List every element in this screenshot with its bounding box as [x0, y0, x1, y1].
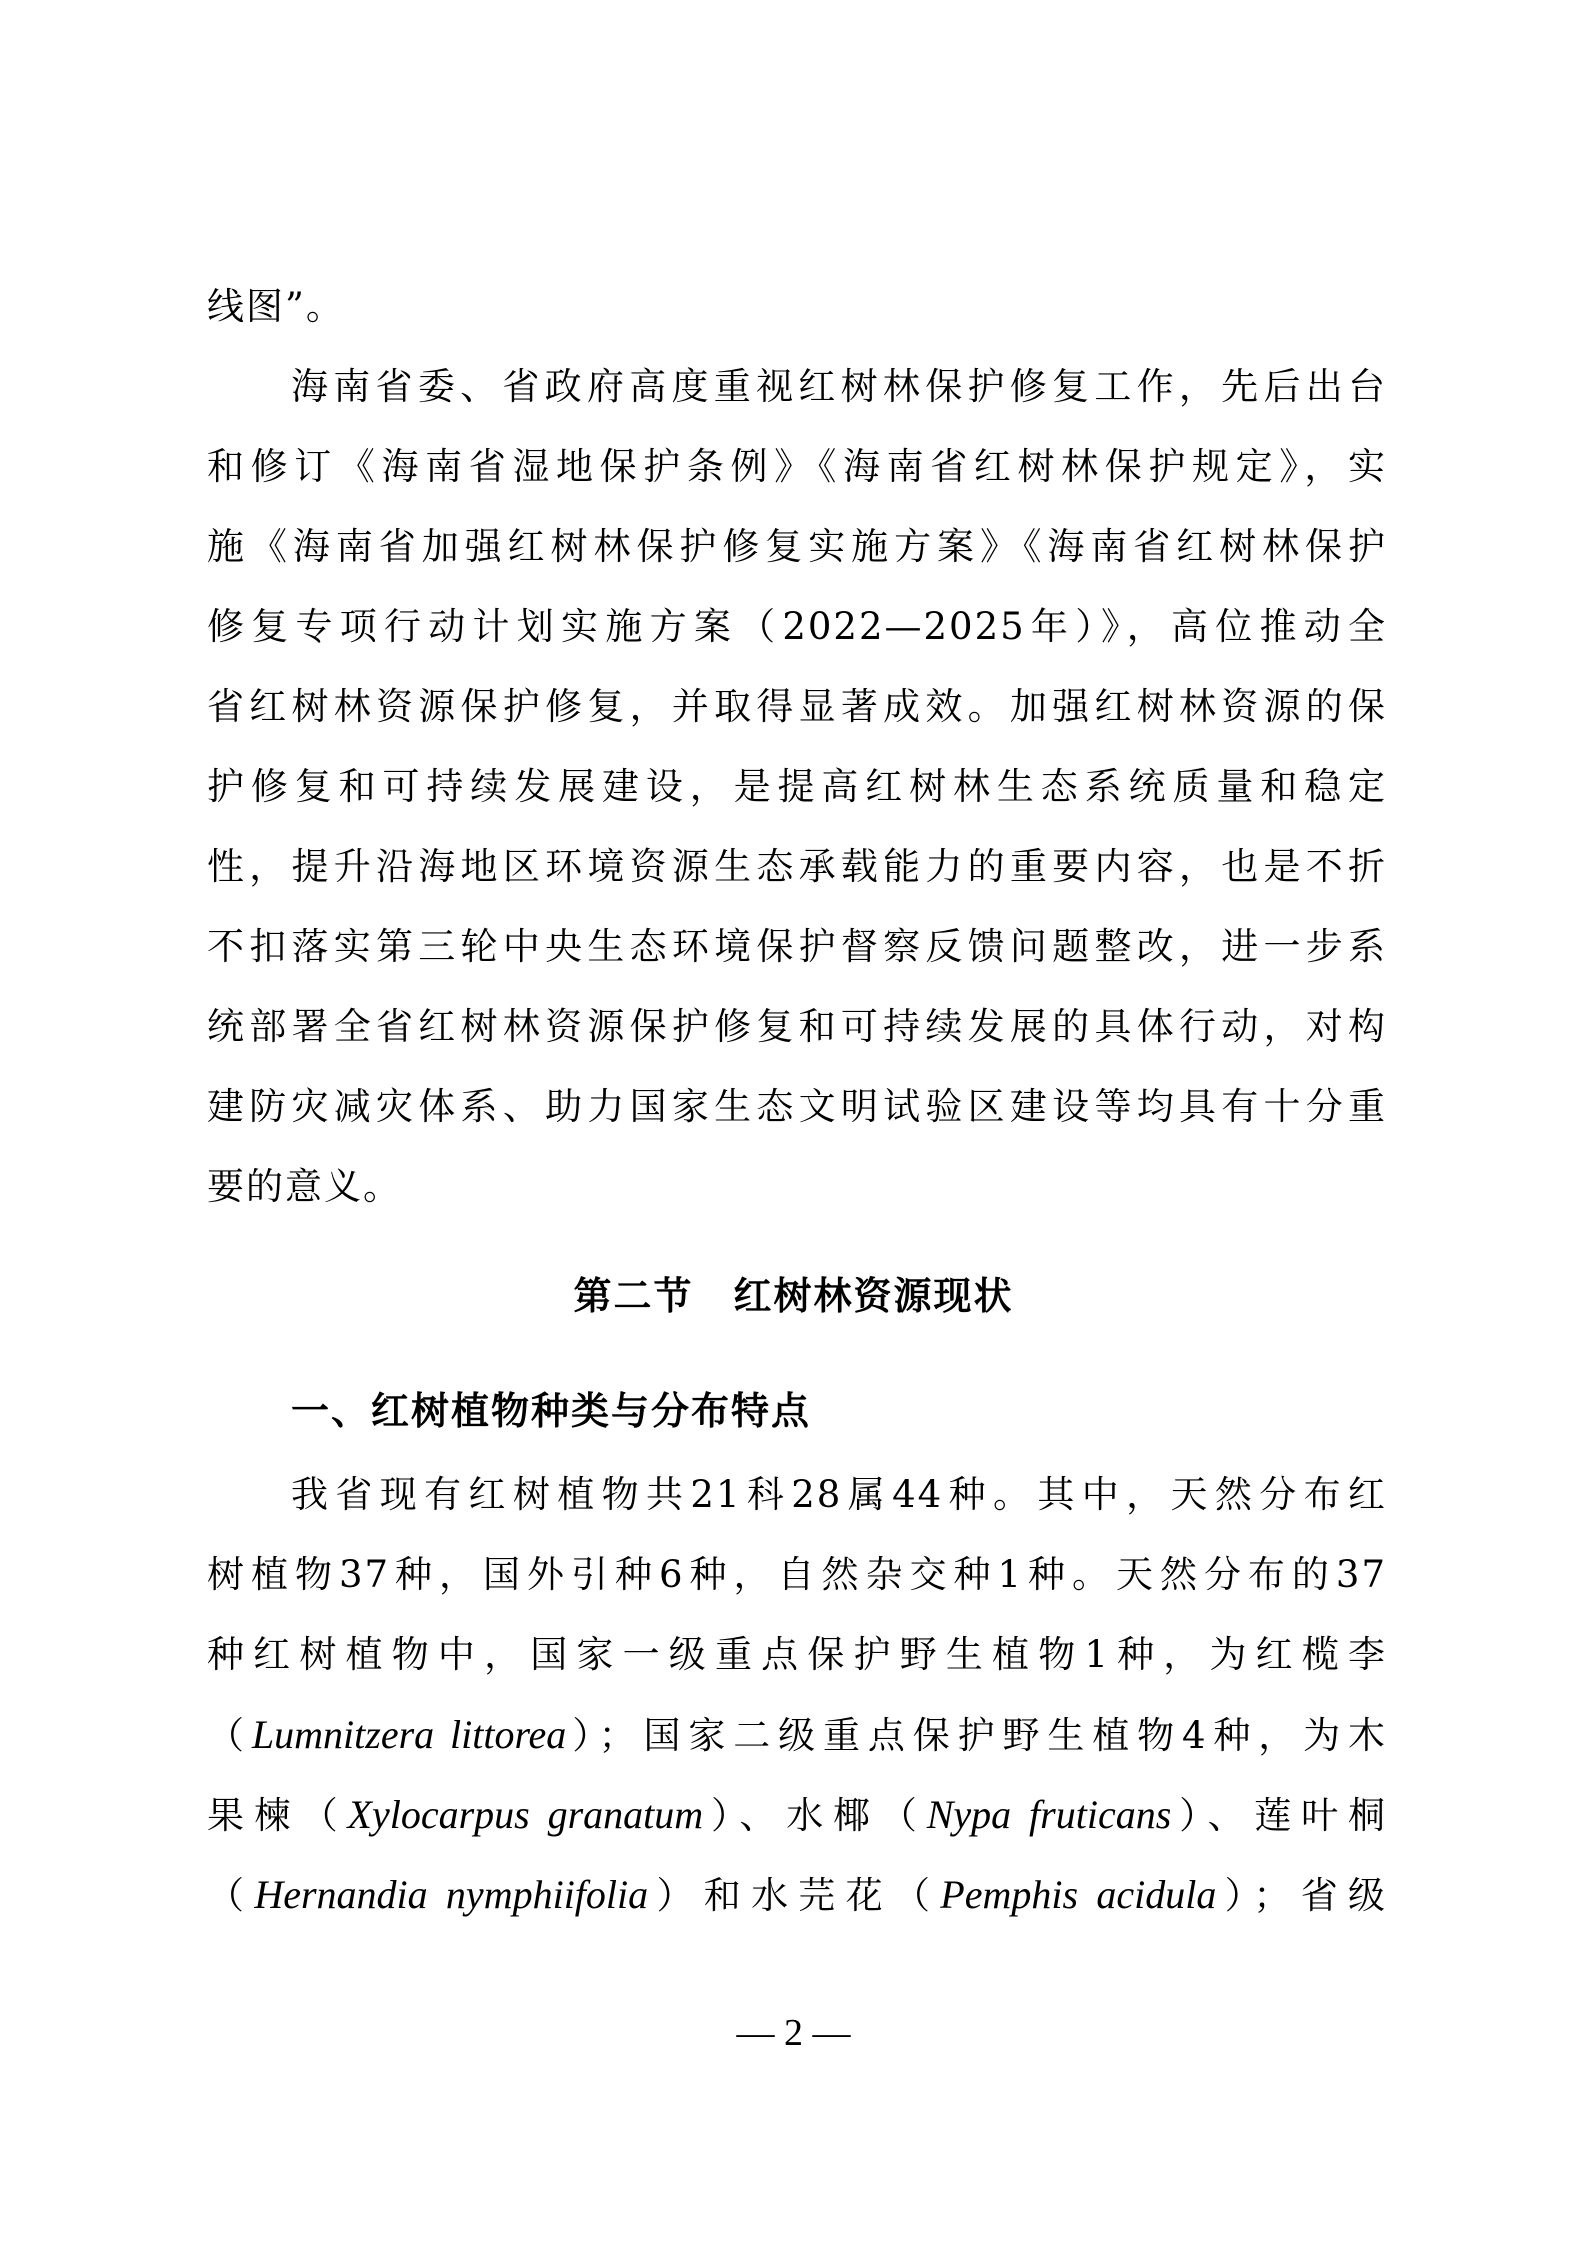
- text-run: ）、水椰（: [703, 1794, 927, 1837]
- latin-species-name: Pemphis acidula: [940, 1872, 1217, 1917]
- paragraph-line: 种红树植物中，国家一级重点保护野生植物1种，为红榄李: [207, 1633, 1387, 1676]
- paragraph-line: 修复专项行动计划实施方案（2022—2025年）》，高位推动全: [207, 605, 1387, 648]
- paragraph-line: 性，提升沿海地区环境资源生态承载能力的重要内容，也是不折: [207, 845, 1387, 888]
- paragraph-line: 海南省委、省政府高度重视红树林保护修复工作，先后出台: [291, 365, 1387, 408]
- text-run: ）和水芫花（: [648, 1874, 941, 1917]
- paragraph-line: 不扣落实第三轮中央生态环境保护督察反馈问题整改，进一步系: [207, 925, 1387, 968]
- paragraph-line: 施《海南省加强红树林保护修复实施方案》《海南省红树林保护: [207, 525, 1387, 568]
- latin-species-name: Lumnitzera littorea: [251, 1712, 567, 1757]
- text-run: ）、莲叶桐: [1171, 1794, 1388, 1837]
- paragraph-line: 省红树林资源保护修复，并取得显著成效。加强红树林资源的保: [207, 685, 1387, 728]
- paragraph-line: 我省现有红树植物共21科28属44种。其中，天然分布红: [291, 1473, 1387, 1516]
- latin-species-name: Xylocarpus granatum: [347, 1792, 704, 1837]
- paragraph-line: 树植物37种，国外引种6种，自然杂交种1种。天然分布的37: [207, 1553, 1387, 1596]
- text-run: （: [207, 1714, 252, 1757]
- text-run: （: [207, 1874, 255, 1917]
- text-run: ）；国家二级重点保护野生植物4种，为木: [566, 1714, 1388, 1757]
- subsection-heading: 一、红树植物种类与分布特点: [291, 1389, 812, 1433]
- paragraph-line: [207, 1790, 1387, 1840]
- paragraph-line: 要的意义。: [207, 1165, 402, 1208]
- paragraph-line: 统部署全省红树林资源保护修复和可持续发展的具体行动，对构: [207, 1005, 1387, 1048]
- paragraph-line: 建防灾减灾体系、助力国家生态文明试验区建设等均具有十分重: [207, 1085, 1387, 1128]
- paragraph-line: 和修订《海南省湿地保护条例》《海南省红树林保护规定》，实: [207, 445, 1387, 488]
- section-heading: 第二节 红树林资源现状: [573, 1274, 1014, 1318]
- latin-species-name: Nypa fruticans: [926, 1792, 1172, 1837]
- latin-species-name: Hernandia nymphiifolia: [254, 1872, 649, 1917]
- paragraph-line: 护修复和可持续发展建设，是提高红树林生态系统质量和稳定: [207, 765, 1387, 808]
- text-run: 果楝（: [207, 1794, 348, 1837]
- paragraph-line: [207, 1710, 1387, 1760]
- page-number: — 2 —: [736, 2012, 851, 2054]
- text-run: ）；省级: [1216, 1874, 1388, 1917]
- paragraph-line: 线图”。: [207, 285, 345, 328]
- paragraph-line: [207, 1870, 1387, 1920]
